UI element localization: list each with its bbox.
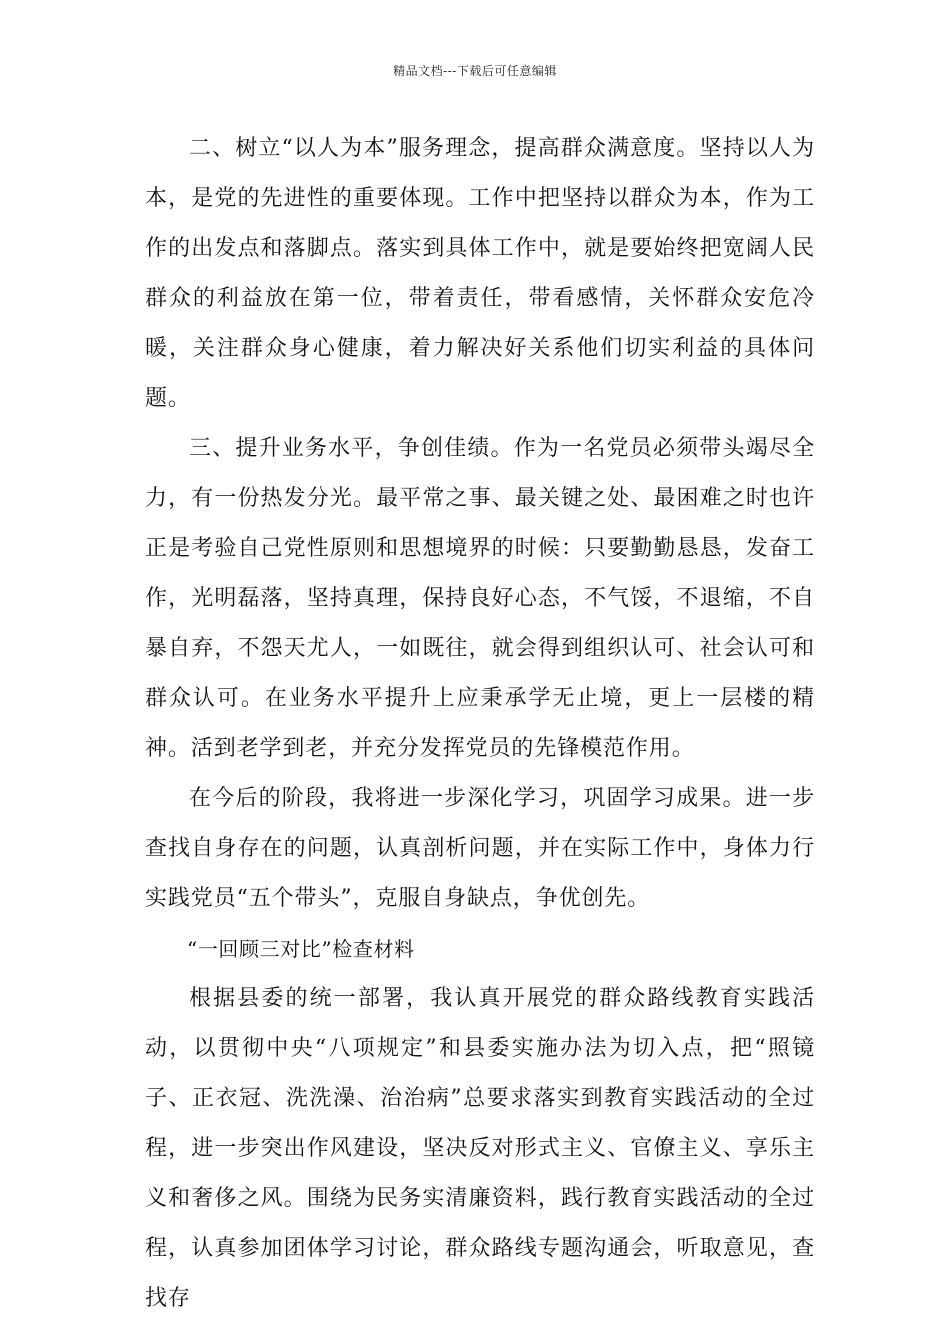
paragraph-review-material: 根据县委的统一部署，我认真开展党的群众路线教育实践活动，以贯彻中央“八项规定”和县委实施办法为切入点，把“照镜子、正衣冠、洗洗澡、治治病”总要求落实到教育实践活动的全过程，进一步突出作风建设，坚决反对形式主义、官僚主义、享乐主义和奢侈之风。围绕为民务实清廉资料，践行教育实践活动的全过程，认真参加团体学习讨论，群众路线专题沟通会，听取意见，查找存 bbox=[145, 986, 815, 1311]
page-header: 精品文档---下载后可任意编辑 bbox=[393, 64, 557, 78]
section-title: “一回顾三对比”检查材料 bbox=[187, 937, 415, 961]
paragraph-service-concept: 二、树立“以人为本”服务理念，提高群众满意度。坚持以人为本，是党的先进性的重要体现。工作中把坚持以群众为本，作为工作的出发点和落脚点。落实到具体工作中，就是要始终把宽阔人民群众的利益放在第一位，带着责任，带看感情，关怀群众安危冷暖，关注群众身心健康，着力解决好关系他们切实利益的具体问题。 bbox=[145, 136, 815, 411]
document-body bbox=[145, 124, 815, 1324]
paragraph-business-level: 三、提升业务水平，争创佳绩。作为一名党员必须带头竭尽全力，有一份热发分光。最平常之事、最关键之处、最困难之时也许正是考验自己党性原则和思想境界的时候：只要勤勤恳恳，发奋工作，光明磊落，坚持真理，保持良好心态，不气馁，不退缩，不自暴自弃，不怨天尤人，一如既往，就会得到组织认可、社会认可和群众认可。在业务水平提升上应秉承学无止境，更上一层楼的精神。活到老学到老，并充分发挥党员的先锋模范作用。 bbox=[145, 436, 815, 761]
paragraph-future-plan: 在今后的阶段，我将进一步深化学习，巩固学习成果。进一步查找自身存在的问题，认真剖析问题，并在实际工作中，身体力行实践党员“五个带头”，克服自身缺点，争优创先。 bbox=[145, 786, 815, 911]
